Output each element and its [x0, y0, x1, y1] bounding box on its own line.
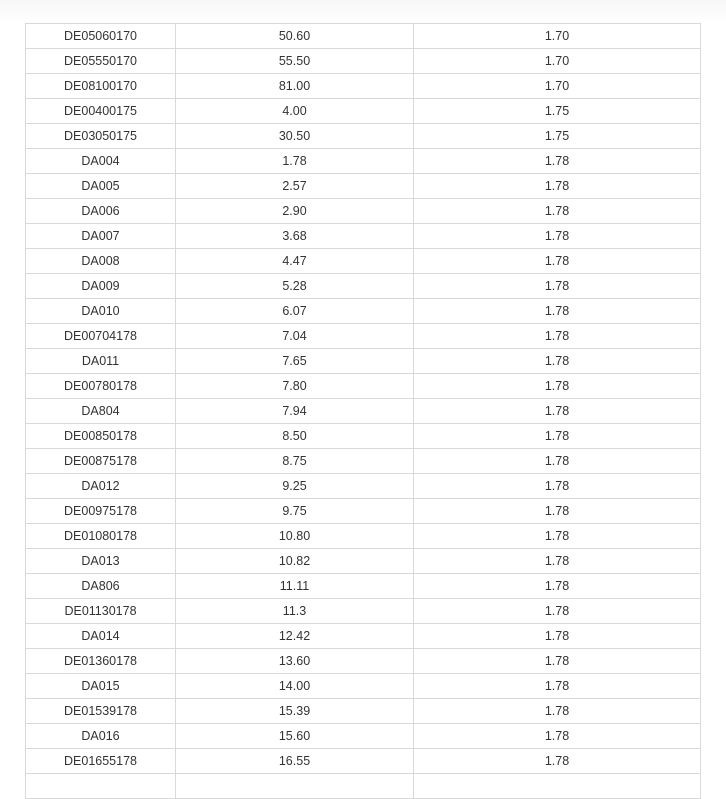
size-value-cell: 7.94 — [176, 399, 414, 424]
size-value-cell: 13.60 — [176, 649, 414, 674]
table-row — [26, 574, 701, 599]
product-code-cell: DE08100170 — [26, 74, 176, 99]
size-value-cell: 9.25 — [176, 474, 414, 499]
factor-value-cell: 1.78 — [414, 524, 701, 549]
table-row — [26, 699, 701, 724]
factor-value-cell: 1.70 — [414, 49, 701, 74]
factor-value-cell: 1.78 — [414, 574, 701, 599]
product-code-cell: DE01080178 — [26, 524, 176, 549]
product-code-cell: DA016 — [26, 724, 176, 749]
factor-value-cell: 1.78 — [414, 324, 701, 349]
table-row — [26, 299, 701, 324]
product-code-cell: DA011 — [26, 349, 176, 374]
table-row — [26, 349, 701, 374]
factor-value-cell: 1.78 — [414, 299, 701, 324]
size-value-cell: 1.78 — [176, 149, 414, 174]
product-code-cell: DA012 — [26, 474, 176, 499]
size-value-cell: 11.11 — [176, 574, 414, 599]
size-value-cell: 8.50 — [176, 424, 414, 449]
factor-value-cell: 1.78 — [414, 374, 701, 399]
table-row — [26, 774, 701, 799]
product-code-cell: DE01130178 — [26, 599, 176, 624]
product-code-cell: DE03050175 — [26, 124, 176, 149]
table-row — [26, 74, 701, 99]
factor-value-cell: 1.78 — [414, 724, 701, 749]
factor-value-cell: 1.78 — [414, 499, 701, 524]
size-value-cell: 15.60 — [176, 724, 414, 749]
size-value-cell: 81.00 — [176, 74, 414, 99]
table-body — [26, 24, 701, 799]
table-row — [26, 749, 701, 774]
size-value-cell: 16.55 — [176, 749, 414, 774]
product-code-cell: DA009 — [26, 274, 176, 299]
factor-value-cell: 1.70 — [414, 24, 701, 49]
product-code-cell: DA806 — [26, 574, 176, 599]
factor-value-cell: 1.78 — [414, 199, 701, 224]
product-code-cell: DE00875178 — [26, 449, 176, 474]
table-row — [26, 49, 701, 74]
product-code-cell: DE05060170 — [26, 24, 176, 49]
table-row — [26, 399, 701, 424]
product-code-cell: DE01539178 — [26, 699, 176, 724]
size-value-cell: 10.80 — [176, 524, 414, 549]
factor-value-cell: 1.78 — [414, 649, 701, 674]
factor-value-cell: 1.78 — [414, 149, 701, 174]
product-code-cell: DE01655178 — [26, 749, 176, 774]
factor-value-cell: 1.78 — [414, 274, 701, 299]
table-row — [26, 474, 701, 499]
product-code-cell: DA006 — [26, 199, 176, 224]
size-value-cell: 4.47 — [176, 249, 414, 274]
table-row — [26, 24, 701, 49]
factor-value-cell: 1.78 — [414, 749, 701, 774]
product-code-cell: DE00780178 — [26, 374, 176, 399]
page-top-background — [0, 0, 726, 24]
table-row — [26, 449, 701, 474]
table-row — [26, 224, 701, 249]
factor-value-cell: 1.78 — [414, 549, 701, 574]
product-code-cell: DE01360178 — [26, 649, 176, 674]
table-row — [26, 599, 701, 624]
table-row — [26, 174, 701, 199]
size-value-cell: 12.42 — [176, 624, 414, 649]
size-value-cell — [176, 774, 414, 799]
factor-value-cell: 1.78 — [414, 474, 701, 499]
size-value-cell: 5.28 — [176, 274, 414, 299]
size-value-cell: 14.00 — [176, 674, 414, 699]
size-value-cell: 2.90 — [176, 199, 414, 224]
product-code-cell — [26, 774, 176, 799]
product-code-cell: DA013 — [26, 549, 176, 574]
factor-value-cell: 1.78 — [414, 174, 701, 199]
table-row — [26, 624, 701, 649]
table-row — [26, 374, 701, 399]
size-value-cell: 10.82 — [176, 549, 414, 574]
table-row — [26, 124, 701, 149]
product-code-cell: DA005 — [26, 174, 176, 199]
product-table-container — [25, 23, 700, 799]
product-code-cell: DE00400175 — [26, 99, 176, 124]
product-code-cell: DA008 — [26, 249, 176, 274]
table-row — [26, 274, 701, 299]
product-code-cell: DA804 — [26, 399, 176, 424]
product-code-cell: DA004 — [26, 149, 176, 174]
size-value-cell: 7.80 — [176, 374, 414, 399]
product-code-cell: DA010 — [26, 299, 176, 324]
factor-value-cell: 1.78 — [414, 424, 701, 449]
product-code-cell: DE05550170 — [26, 49, 176, 74]
table-row — [26, 499, 701, 524]
table-row — [26, 424, 701, 449]
factor-value-cell: 1.78 — [414, 699, 701, 724]
factor-value-cell: 1.78 — [414, 349, 701, 374]
table-row — [26, 674, 701, 699]
product-code-cell: DE00975178 — [26, 499, 176, 524]
factor-value-cell: 1.75 — [414, 124, 701, 149]
product-table — [25, 23, 701, 799]
product-code-cell: DE00704178 — [26, 324, 176, 349]
table-row — [26, 549, 701, 574]
size-value-cell: 8.75 — [176, 449, 414, 474]
table-row — [26, 324, 701, 349]
table-row — [26, 649, 701, 674]
table-row — [26, 249, 701, 274]
size-value-cell: 4.00 — [176, 99, 414, 124]
size-value-cell: 7.04 — [176, 324, 414, 349]
product-code-cell: DE00850178 — [26, 424, 176, 449]
factor-value-cell: 1.78 — [414, 399, 701, 424]
size-value-cell: 3.68 — [176, 224, 414, 249]
table-row — [26, 149, 701, 174]
factor-value-cell: 1.78 — [414, 599, 701, 624]
size-value-cell: 11.3 — [176, 599, 414, 624]
factor-value-cell: 1.78 — [414, 624, 701, 649]
size-value-cell: 30.50 — [176, 124, 414, 149]
factor-value-cell: 1.78 — [414, 674, 701, 699]
factor-value-cell: 1.78 — [414, 449, 701, 474]
size-value-cell: 50.60 — [176, 24, 414, 49]
size-value-cell: 6.07 — [176, 299, 414, 324]
table-row — [26, 199, 701, 224]
factor-value-cell: 1.78 — [414, 249, 701, 274]
table-row — [26, 99, 701, 124]
size-value-cell: 9.75 — [176, 499, 414, 524]
factor-value-cell: 1.70 — [414, 74, 701, 99]
product-code-cell: DA014 — [26, 624, 176, 649]
size-value-cell: 15.39 — [176, 699, 414, 724]
size-value-cell: 7.65 — [176, 349, 414, 374]
table-row — [26, 724, 701, 749]
factor-value-cell: 1.78 — [414, 224, 701, 249]
table-row — [26, 524, 701, 549]
factor-value-cell — [414, 774, 701, 799]
product-code-cell: DA007 — [26, 224, 176, 249]
factor-value-cell: 1.75 — [414, 99, 701, 124]
size-value-cell: 55.50 — [176, 49, 414, 74]
size-value-cell: 2.57 — [176, 174, 414, 199]
product-code-cell: DA015 — [26, 674, 176, 699]
